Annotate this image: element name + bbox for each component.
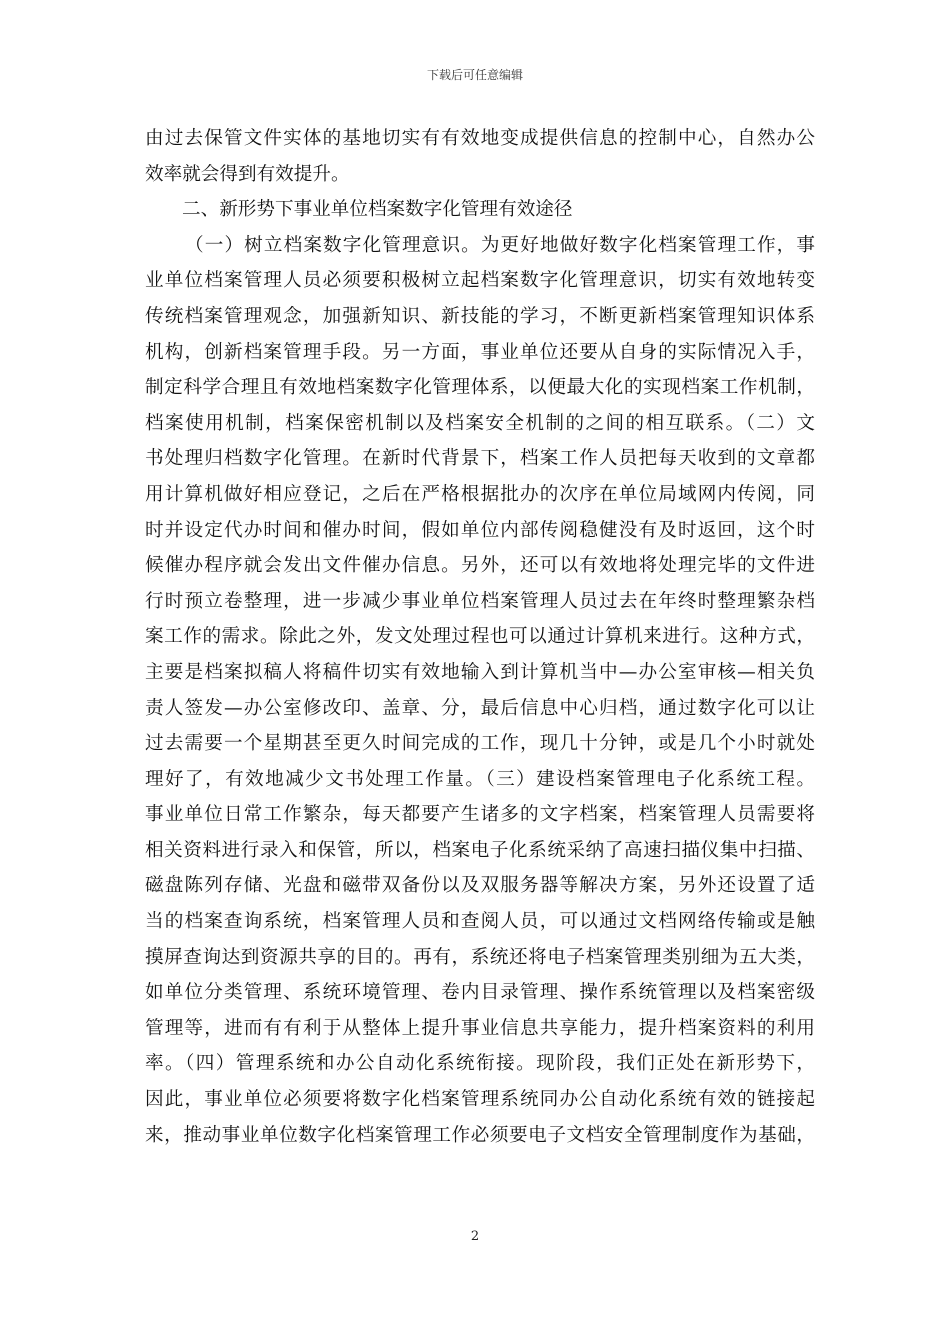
- body-line: 时并设定代办时间和催办时间，假如单位内部传阅稳健没有及时返回，这个时: [145, 519, 815, 541]
- body-line: （一）树立档案数字化管理意识。为更好地做好数字化档案管理工作，事: [185, 234, 815, 256]
- body-line: 如单位分类管理、系统环境管理、卷内目录管理、操作系统管理以及档案密级: [145, 982, 815, 1004]
- body-line: 过去需要一个星期甚至更久时间完成的工作，现几十分钟，或是几个小时就处: [145, 733, 815, 755]
- body-line: 来，推动事业单位数字化档案管理工作必须要电子文档安全管理制度作为基础，: [145, 1124, 815, 1146]
- document-body: [145, 121, 815, 1153]
- page-header: 下载后可任意编辑: [426, 68, 523, 82]
- body-line: 磁盘陈列存储、光盘和磁带双备份以及双服务器等解决方案，另外还设置了适: [145, 875, 815, 897]
- body-line: 案工作的需求。除此之外，发文处理过程也可以通过计算机来进行。这种方式，: [145, 626, 815, 648]
- body-line: 管理等，进而有有利于从整体上提升事业信息共享能力，提升档案资料的利用: [145, 1017, 815, 1039]
- body-line: 理好了，有效地减少文书处理工作量。（三）建设档案管理电子化系统工程。: [145, 768, 815, 790]
- body-line: 当的档案查询系统，档案管理人员和查阅人员，可以通过文档网络传输或是触: [145, 911, 815, 933]
- body-line: 责人签发—办公室修改印、盖章、分，最后信息中心归档，通过数字化可以让: [145, 697, 815, 719]
- body-line: 候催办程序就会发出文件催办信息。另外，还可以有效地将处理完毕的文件进: [145, 555, 815, 577]
- body-line: 效率就会得到有效提升。: [145, 163, 350, 185]
- body-line: 相关资料进行录入和保管，所以，档案电子化系统采纳了高速扫描仪集中扫描、: [145, 839, 815, 861]
- section-heading: 二、新形势下事业单位档案数字化管理有效途径: [182, 199, 573, 221]
- body-line: 传统档案管理观念，加强新知识、新技能的学习，不断更新档案管理知识体系: [145, 305, 815, 327]
- body-line: 制定科学合理且有效地档案数字化管理体系，以便最大化的实现档案工作机制，: [145, 377, 815, 399]
- body-line: 由过去保管文件实体的基地切实有有效地变成提供信息的控制中心，自然办公: [145, 128, 815, 149]
- body-line: 主要是档案拟稿人将稿件切实有效地输入到计算机当中—办公室审核—相关负: [145, 661, 815, 683]
- body-line: 机构，创新档案管理手段。另一方面，事业单位还要从自身的实际情况入手，: [145, 341, 815, 363]
- body-line: 用计算机做好相应登记，之后在严格根据批办的次序在单位局域网内传阅，同: [145, 483, 815, 505]
- body-line: 书处理归档数字化管理。在新时代背景下，档案工作人员把每天收到的文章都: [145, 448, 815, 470]
- body-line: 档案使用机制，档案保密机制以及档案安全机制的之间的相互联系。（二）文: [145, 412, 815, 434]
- body-line: 因此，事业单位必须要将数字化档案管理系统同办公自动化系统有效的链接起: [145, 1089, 815, 1111]
- body-line: 业单位档案管理人员必须要积极树立起档案数字化管理意识，切实有效地转变: [145, 270, 815, 292]
- body-line: 行时预立卷整理，进一步减少事业单位档案管理人员过去在年终时整理繁杂档: [145, 590, 815, 612]
- body-line: 率。（四）管理系统和办公自动化系统衔接。现阶段，我们正处在新形势下，: [145, 1053, 815, 1075]
- body-line: 摸屏查询达到资源共享的目的。再有，系统还将电子档案管理类别细为五大类，: [145, 946, 815, 968]
- body-line: 事业单位日常工作繁杂，每天都要产生诸多的文字档案，档案管理人员需要将: [145, 804, 815, 826]
- page-number: 2: [470, 1229, 480, 1244]
